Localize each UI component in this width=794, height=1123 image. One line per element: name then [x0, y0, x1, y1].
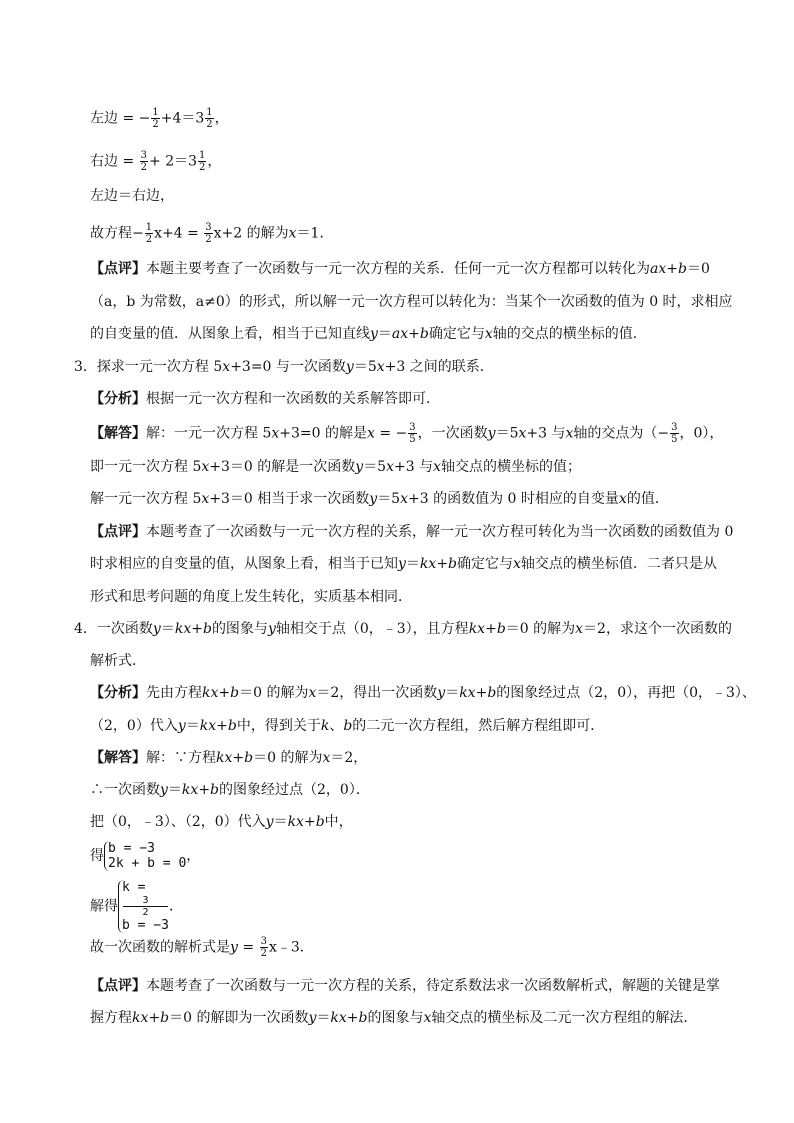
q4-analysis-2: （2，0）代入y＝kx+b中，得到关于k、b的二元一次方程组，然后解方程组即可． — [90, 718, 605, 734]
q3-solution-3: 解一元一次方程 5x+3＝0 相当于求一次函数y＝5x+3 的函数值为 0 时相应的自变量x的值． — [90, 491, 669, 507]
equation-system: b = −3 2k + b = 0 — [104, 841, 186, 871]
fraction: $\frac{3}{5}$ — [409, 422, 416, 445]
fraction: $\frac{1}{2}$ — [152, 107, 159, 130]
fraction: 3 2 — [123, 895, 168, 918]
question-4-cont: 解析式． — [90, 653, 146, 669]
line-equal: 左边＝右边， — [90, 188, 174, 204]
equation-system: k = 3 2 b = −3 — [118, 880, 169, 933]
comment-line-1: 【点评】本题主要考查了一次函数与一元一次方程的关系．任何一元一次方程都可以转化为ax+b＝0 — [90, 261, 710, 277]
comment-line-3: 的自变量的值．从图象上看，相当于已知直线y＝ax+b确定它与x轴的交点的横坐标的值． — [90, 326, 647, 342]
q3-comment-1: 【点评】本题考查了一次函数与一元一次方程的关系，解一元一次方程可转化为当一次函数的函数值为 0 — [90, 524, 734, 540]
q4-solution-3: 把（0，﹣3）、（2，0）代入y＝kx+b中， — [90, 814, 353, 830]
q4-system-solution: 解得 k = 3 2 b = −3 ． — [90, 880, 183, 933]
fraction: $\frac{1}{2}$ — [206, 107, 213, 130]
q3-comment-2: 时求相应的自变量的值，从图象上看，相当于已知y＝kx+b确定它与x轴交点的横坐标值．二者只是从 — [90, 556, 717, 572]
question-4: 4．一次函数y＝kx+b的图象与y轴相交于点（0，﹣3），且方程kx+b＝0 的解为x＝2，求这个一次函数的 — [74, 621, 732, 637]
q4-result: 故一次函数的解析式是y = $\frac{3}{2}$ x﹣3． — [90, 936, 314, 959]
fraction: $\frac{3}{2}$ — [140, 150, 148, 173]
q4-analysis-1: 【分析】先由方程kx+b＝0 的解为x＝2，得出一次函数y＝kx+b的图象经过点（2，0），再把（0，﹣3）、 — [90, 685, 756, 701]
question-3: 3．探求一元一次方程 5x+3=0 与一次函数y＝5x+3 之间的联系． — [74, 359, 494, 375]
fraction: $\frac{3}{2}$ — [260, 936, 267, 959]
fraction: $\frac{3}{2}$ — [205, 222, 212, 245]
q3-solution-1: 【解答】解：一元一次方程 5x+3=0 的解是x = − $\frac{3}{5}$ ，一次函数y＝5x+3 与x轴的交点为（− $\frac{3}{5}$ ，0）， — [90, 422, 724, 445]
fraction: $\frac{1}{2}$ — [145, 222, 153, 245]
q4-system: 得 b = −3 2k + b = 0 ， — [90, 841, 201, 871]
fraction: $\frac{3}{5}$ — [671, 422, 678, 445]
q3-comment-3: 形式和思考问题的角度上发生转化，实质基本相同． — [90, 589, 412, 605]
q4-comment-2: 握方程kx+b＝0 的解即为一次函数y＝kx+b的图象与x轴交点的横坐标及二元一次方程组的解法． — [90, 1010, 698, 1026]
q3-solution-2: 即一元一次方程 5x+3＝0 的解是一次函数y＝5x+3 与x轴交点的横坐标的值； — [90, 459, 582, 475]
q4-comment-1: 【点评】本题考查了一次函数与一元一次方程的关系，待定系数法求一次函数解析式，解题的关键是掌 — [90, 978, 720, 994]
q3-analysis: 【分析】根据一元一次方程和一次函数的关系解答即可． — [90, 391, 440, 407]
q4-solution-1: 【解答】解：∵方程kx+b＝0 的解为x＝2， — [90, 750, 368, 766]
line-conclusion: 故方程− $\frac{1}{2}$ x+4 = $\frac{3}{2}$ x+2 的解为x＝1． — [90, 222, 334, 245]
line-right-side: 右边 = $\frac{3}{2}$ + 2＝3 $\frac{1}{2}$ ， — [90, 150, 222, 173]
comment-tag: 【点评】 — [90, 261, 146, 277]
fraction: $\frac{1}{2}$ — [199, 150, 206, 173]
line-left-side: 左边 = − $\frac{1}{2}$ +4＝3 $\frac{1}{2}$ ， — [90, 107, 229, 130]
comment-line-2: （a，b 为常数，a≠0）的形式，所以解一元一次方程可以转化为：当某个一次函数的值为 0 时，求相应 — [90, 294, 733, 310]
q4-solution-2: ∴一次函数y＝kx+b的图象经过点（2，0）． — [90, 782, 370, 798]
